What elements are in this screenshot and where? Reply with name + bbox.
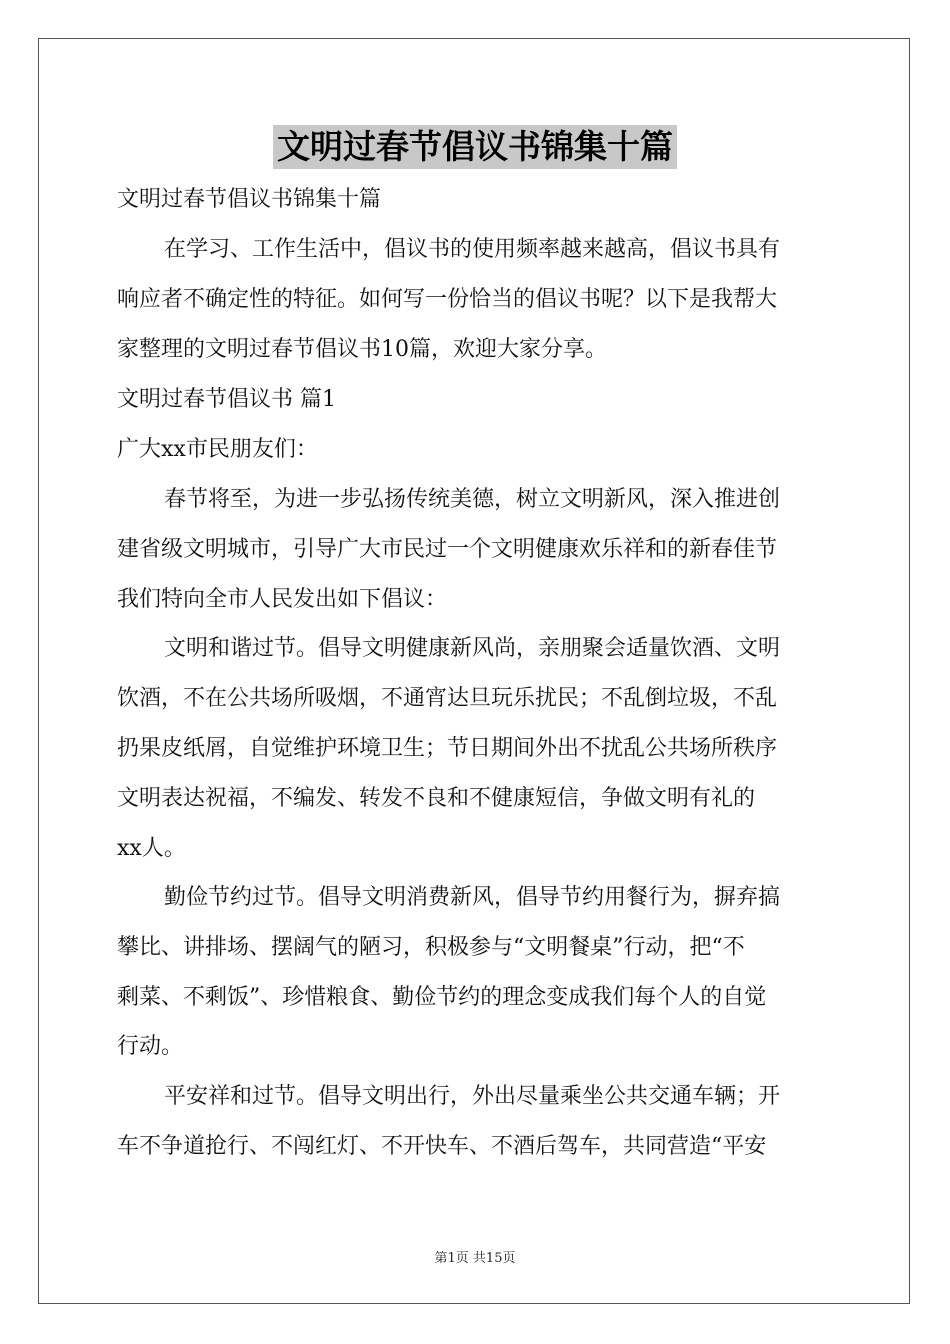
paragraph-line: 春节将至，为进一步弘扬传统美德，树立文明新风，深入推进创 xyxy=(164,487,781,512)
paragraph-line: 勤俭节约过节。倡导文明消费新风，倡导节约用餐行为，摒弃搞 xyxy=(164,885,781,910)
paragraph-line: 我们特向全市人民发出如下倡议： xyxy=(117,587,448,612)
paragraph-line: 攀比、讲排场、摆阔气的陋习，积极参与“文明餐桌”行动，把“不 xyxy=(117,935,745,960)
subtitle-line: 文明过春节倡议书锦集十篇 xyxy=(117,187,382,212)
page-border xyxy=(38,38,910,1304)
paragraph-line: 响应者不确定性的特征。如何写一份恰当的倡议书呢？以下是我帮大 xyxy=(117,287,778,312)
paragraph-line: 文明表达祝福，不编发、转发不良和不健康短信，争做文明有礼的 xyxy=(117,786,756,811)
paragraph-line: 在学习、工作生活中，倡议书的使用频率越来越高，倡议书具有 xyxy=(164,237,781,262)
document-title: 文明过春节倡议书锦集十篇 xyxy=(273,125,677,169)
paragraph-line: 文明和谐过节。倡导文明健康新风尚，亲朋聚会适量饮酒、文明 xyxy=(164,636,781,661)
paragraph-line: 平安祥和过节。倡导文明出行，外出尽量乘坐公共交通车辆；开 xyxy=(164,1084,781,1109)
paragraph-line: 扔果皮纸屑，自觉维护环境卫生；节日期间外出不扰乱公共场所秩序 xyxy=(117,736,778,761)
paragraph-line: 行动。 xyxy=(117,1034,184,1059)
paragraph-line: 饮酒，不在公共场所吸烟，不通宵达旦玩乐扰民；不乱倒垃圾，不乱 xyxy=(117,686,778,711)
section-heading: 文明过春节倡议书 篇1 xyxy=(117,387,336,412)
paragraph-line: 建省级文明城市，引导广大市民过一个文明健康欢乐祥和的新春佳节 xyxy=(117,537,778,562)
paragraph-line: 剩菜、不剩饭”、珍惜粮食、勤俭节约的理念变成我们每个人的自觉 xyxy=(117,985,767,1010)
paragraph-line: xx人。 xyxy=(117,836,186,861)
title-container xyxy=(0,125,950,169)
salutation-line: 广大xx市民朋友们： xyxy=(117,437,318,462)
page-number-footer: 第1页 共15页 xyxy=(434,1251,516,1266)
paragraph-line: 车不争道抢行、不闯红灯、不开快车、不酒后驾车，共同营造“平安 xyxy=(117,1134,767,1159)
paragraph-line: 家整理的文明过春节倡议书10篇，欢迎大家分享。 xyxy=(117,337,607,362)
